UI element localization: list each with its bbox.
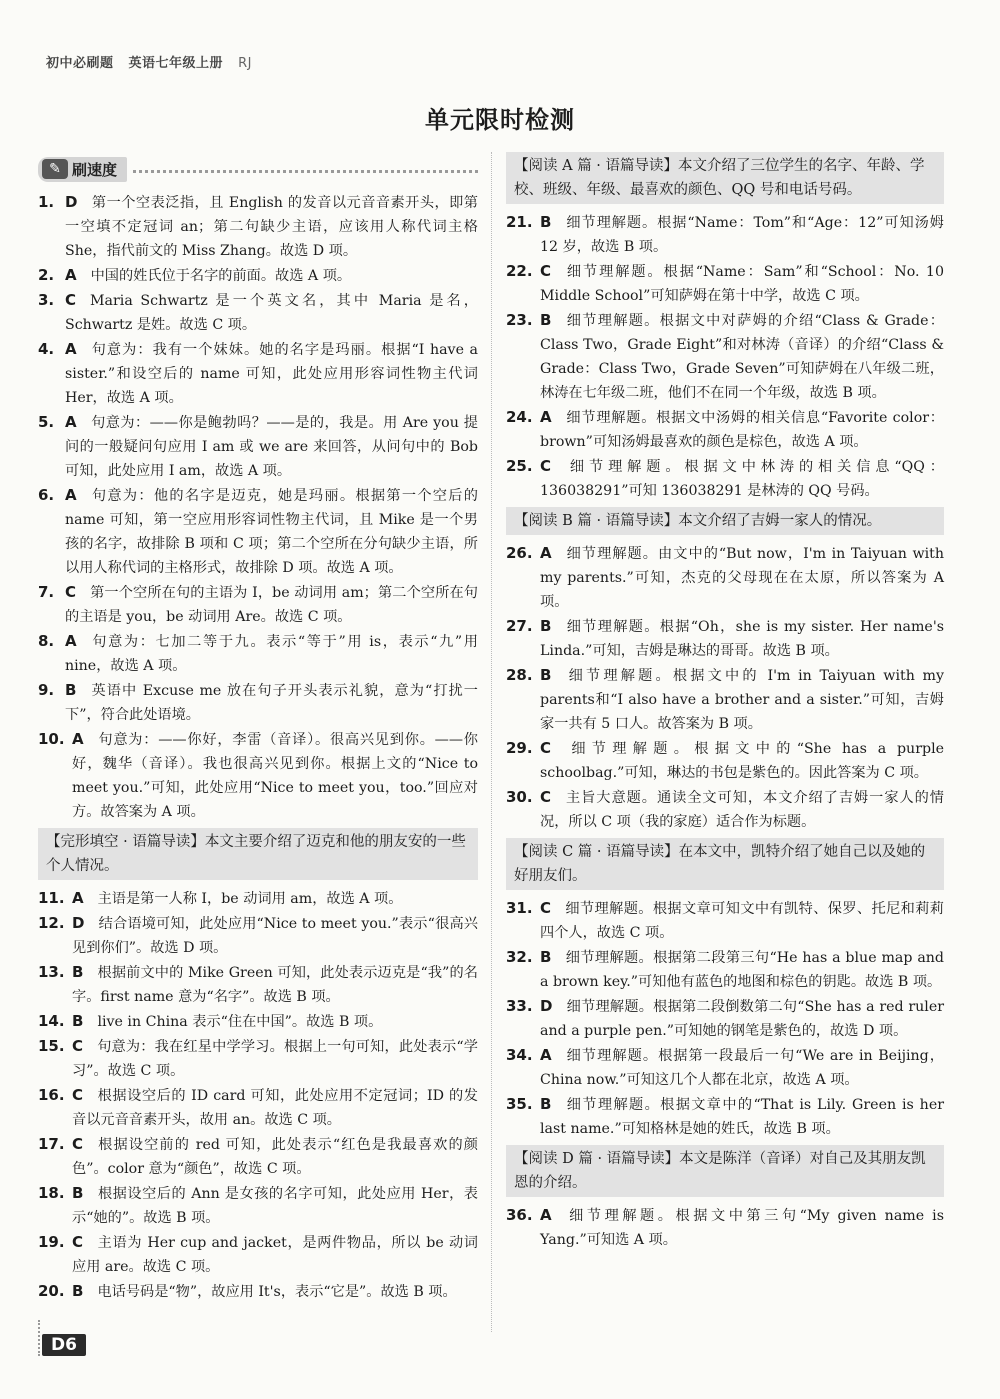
explanation-text: 中国的姓氏位于名字的前面。故选 A 项。 [90,268,352,284]
answer-item [38,1132,478,1181]
explanation-text: 根据设空后的 ID card 可知，此处应用不定冠词；ID 的发音以元音音素开头，故用 an。故选 C 项。 [72,1088,478,1128]
explanation-text: 细节理解题。根据文中对萨姆的介绍“Class & Grade：Class Two，Grade Eight”和对林涛（音译）的介绍“Class & Grade：Class Two，Grade Seven”可知萨姆在八年级二班，林涛在七年级二班，他们不在同一个年级，故选 B 项。 [540,313,944,401]
question-number: 8. [38,632,55,650]
answer-letter: B [72,1282,84,1300]
explanation-text: 句意为：我在红星中学学习。根据上一句可知，此处表示“学习”。故选 C 项。 [72,1039,478,1079]
answer-item [38,1181,478,1230]
question-number: 11. [38,889,65,907]
question-number: 15. [38,1037,65,1055]
answer-letter: C [540,457,552,475]
question-number: 32. [506,948,533,966]
answer-item [506,896,944,945]
answer-letter: B [540,617,552,635]
answer-letter: C [72,1086,84,1104]
answer-letter: C [540,739,552,757]
question-number: 29. [506,739,533,757]
question-number: 4. [38,340,55,358]
page-title: 单元限时检测 [425,106,575,134]
answer-item [38,190,478,263]
question-number: 22. [506,262,533,280]
answer-item [38,1279,478,1304]
answer-letter: A [65,266,77,284]
question-number: 19. [38,1233,65,1251]
answer-letter: C [72,1135,84,1153]
answer-letter: B [65,681,77,699]
answer-letter: A [540,408,552,426]
answer-item [506,736,944,785]
subject-name: 英语七年级上册 [128,56,224,71]
explanation-text: 电话号码是“物”，故应用 It's，表示“它是”。故选 B 项。 [97,1284,457,1300]
explanation-text: 细节理解题。根据第一段最后一句“We are in Beijing，China now.”可知这几个人都在北京，故选 A 项。 [540,1048,944,1088]
question-number: 5. [38,413,55,431]
answer-letter: B [540,948,552,966]
book-icon: ✎ [42,159,68,179]
answer-letter: C [540,262,552,280]
question-number: 35. [506,1095,533,1113]
explanation-text: 主语是第一人称 I，be 动词用 am，故选 A 项。 [97,891,403,907]
explanation-text: 第一个空所在句的主语为 I，be 动词用 am；第二个空所在句的主语是 you，be 动词用 Are。故选 C 项。 [65,585,478,625]
answer-item [506,1092,944,1141]
answer-item [38,410,478,483]
question-number: 13. [38,963,65,981]
explanation-text: 细节理解题。根据“Name：Tom”和“Age：12”可知汤姆 12 岁，故选 B 项。 [540,215,944,255]
question-number: 27. [506,617,533,635]
answer-item [506,663,944,736]
explanation-text: 细节理解题。根据文中第三句“My given name is Yang.”可知选 A 项。 [540,1208,944,1248]
question-number: 34. [506,1046,533,1064]
explanation-text: 细节理解题。根据第二段第三句“He has a blue map and a brown key.”可知他有蓝色的地图和棕色的钥匙。故选 B 项。 [540,950,944,990]
explanation-text: 细节理解题。根据第二段倒数第二句“She has a red ruler and a purple pen.”可知她的钢笔是紫色的，故选 D 项。 [540,999,944,1039]
question-number: 7. [38,583,55,601]
answer-item [506,454,944,503]
answer-letter: B [72,1184,84,1202]
section-label-text: 刷速度 [72,160,118,179]
answer-letter: C [65,291,77,309]
page-number: D6 [42,1334,86,1356]
explanation-text: 主语为 Her cup and jacket，是两件物品，所以 be 动词应用 are。故选 C 项。 [72,1235,478,1275]
answer-item [506,785,944,834]
answer-item [506,945,944,994]
question-number: 16. [38,1086,65,1104]
question-number: 1. [38,193,55,211]
question-number: 12. [38,914,65,932]
passage-guide: 【阅读 D 篇 · 语篇导读】本文是陈洋（音译）对自己及其朋友凯恩的介绍。 [506,1145,944,1197]
answer-letter: B [540,1095,552,1113]
answer-item [506,541,944,614]
answer-item [38,911,478,960]
book-name: 初中必刷题 [46,56,114,71]
answer-item [38,886,478,911]
dotted-rule [133,170,478,173]
answer-item [506,614,944,663]
explanation-text: 主旨大意题。通读全文可知，本文介绍了吉姆一家人的情况，所以 C 项（我的家庭）适合作为标题。 [540,790,944,830]
question-number: 17. [38,1135,65,1153]
question-number: 24. [506,408,533,426]
answer-item [38,727,478,824]
answer-letter: A [65,340,77,358]
explanation-text: 第一个空表泛指，且 English 的发音以元音音素开头，即第一空填不定冠词 an；第二句缺少主语，应该用人称代词主格 She，指代前文的 Miss Zhang。故选 D 项。 [65,195,478,259]
answer-item [38,1009,478,1034]
explanation-text: 细节理解题。根据“Oh，she is my sister. Her name's Linda.”可知，吉姆是琳达的哥哥。故选 B 项。 [540,619,944,659]
answer-letter: C [65,583,77,601]
answer-letter: A [540,544,552,562]
answer-item [506,1203,944,1252]
explanation-text: 细节理解题。根据“Name：Sam”和“School：No. 10 Middle School”可知萨姆在第十中学，故选 C 项。 [540,264,944,304]
question-number: 28. [506,666,533,684]
answer-letter: C [540,899,552,917]
answer-item [38,1034,478,1083]
explanation-text: 根据设空前的 red 可知，此处表示“红色是我最喜欢的颜色”。color 意为“颜色”，故选 C 项。 [72,1137,478,1177]
left-column [38,148,478,1304]
answer-letter: C [72,1233,84,1251]
answer-letter: B [72,963,84,981]
answer-item [38,678,478,727]
answer-letter: A [65,632,77,650]
explanation-text: 细节理解题。根据文中的“She has a purple schoolbag.”可知，琳达的书包是紫色的。因此答案为 C 项。 [540,741,944,781]
explanation-text: Maria Schwartz 是一个英文名，其中 Maria 是名，Schwartz 是姓。故选 C 项。 [65,293,478,333]
answer-letter: B [540,213,552,231]
explanation-text: 句意为：——你好，李雷（音译）。很高兴见到你。——你好，魏华（音译）。我也很高兴见到你。根据上文的“Nice to meet you.”可知，此处应用“Nice to meet you，too.”回应对方。故答案为 A 项。 [72,732,478,820]
edition-label: RJ [238,56,252,71]
explanation-text: 细节理解题。根据文中林涛的相关信息“QQ：136038291”可知 136038291 是林涛的 QQ 号码。 [540,459,944,499]
explanation-text: 句意为：——你是鲍勃吗？——是的，我是。用 Are you 提问的一般疑问句应用 I am 或 we are 来回答，从问句中的 Bob 可知，此处应用 I am，故选 A 项。 [65,415,478,479]
answer-letter: A [540,1046,552,1064]
answer-item [506,405,944,454]
explanation-text: 结合语境可知，此处应用“Nice to meet you.”表示“很高兴见到你们”。故选 D 项。 [72,916,478,956]
question-number: 10. [38,730,65,748]
explanation-text: 细节理解题。根据文中汤姆的相关信息“Favorite color：brown”可知汤姆最喜欢的颜色是棕色，故选 A 项。 [540,410,944,450]
question-number: 18. [38,1184,65,1202]
question-number: 3. [38,291,55,309]
answer-item [506,259,944,308]
question-number: 33. [506,997,533,1015]
answer-letter: C [72,1037,84,1055]
answer-letter: B [540,311,552,329]
question-number: 30. [506,788,533,806]
answer-letter: A [65,413,77,431]
question-number: 6. [38,486,55,504]
explanation-text: 细节理解题。由文中的“But now，I'm in Taiyuan with my parents.”可知，杰克的父母现在在太原，所以答案为 A 项。 [540,546,944,610]
explanation-text: 细节理解题。根据文章可知文中有凯特、保罗、托尼和莉莉四个人，故选 C 项。 [540,901,944,941]
explanation-text: 根据设空后的 Ann 是女孩的名字可知，此处应用 Her，表示“她的”。故选 B 项。 [72,1186,478,1226]
passage-guide: 【完形填空 · 语篇导读】本文主要介绍了迈克和他的朋友安的一些个人情况。 [38,828,478,880]
right-column [506,148,944,1252]
answer-item [38,580,478,629]
passage-guide: 【阅读 A 篇 · 语篇导读】本文介绍了三位学生的名字、年龄、学校、班级、年级、最喜欢的颜色、QQ 号和电话号码。 [506,152,944,204]
answer-item [38,263,478,288]
question-number: 14. [38,1012,65,1030]
answer-letter: D [72,914,85,932]
answer-item [38,337,478,410]
answer-letter: A [540,1206,552,1224]
answer-item [38,1083,478,1132]
explanation-text: 句意为：七加二等于九。表示“等于”用 is，表示“九”用 nine，故选 A 项。 [65,634,478,674]
explanation-text: 细节理解题。根据文章中的“That is Lily. Green is her last name.”可知格林是她的姓氏，故选 B 项。 [540,1097,944,1137]
explanation-text: 句意为：我有一个妹妹。她的名字是玛丽。根据“I have a sister.”和设空后的 name 可知，此处应用形容词性物主代词 Her，故选 A 项。 [65,342,478,406]
question-number: 23. [506,311,533,329]
section-badge [38,157,127,182]
answer-item [38,629,478,678]
column-divider [491,152,492,1332]
answer-letter: D [65,193,78,211]
answer-letter: D [540,997,553,1015]
passage-guide: 【阅读 C 篇 · 语篇导读】在本文中，凯特介绍了她自己以及她的好朋友们。 [506,838,944,890]
answer-item [38,288,478,337]
section-label [38,148,478,190]
answer-letter: B [540,666,552,684]
question-number: 36. [506,1206,533,1224]
explanation-text: 英语中 Excuse me 放在句子开头表示礼貌，意为“打扰一下”，符合此处语境。 [65,683,478,723]
answer-item [506,994,944,1043]
answer-item [38,1230,478,1279]
answer-item [506,308,944,405]
answer-item [506,1043,944,1092]
question-number: 2. [38,266,55,284]
passage-guide: 【阅读 B 篇 · 语篇导读】本文介绍了吉姆一家人的情况。 [506,507,944,535]
answer-letter: A [72,889,84,907]
explanation-text: 句意为：他的名字是迈克，她是玛丽。根据第一个空后的 name 可知，第一空应用形容词性物主代词，且 Mike 是一个男孩的名字，故排除 B 项和 C 项；第二个空所在分句缺少主语，所以用人称代词的主格形式，故排除 D 项。故选 A 项。 [65,488,478,576]
explanation-text: 细节理解题。根据文中的 I'm in Taiyuan with my parents和“I also have a brother and a sister.”可知，吉姆家一共有 5 口人。故答案为 B 项。 [540,668,944,732]
explanation-text: 根据前文中的 Mike Green 可知，此处表示迈克是“我”的名字。first name 意为“名字”。故选 B 项。 [72,965,478,1005]
question-number: 9. [38,681,55,699]
question-number: 31. [506,899,533,917]
answer-letter: C [540,788,552,806]
question-number: 25. [506,457,533,475]
explanation-text: live in China 表示“住在中国”。故选 B 项。 [97,1014,383,1030]
question-number: 26. [506,544,533,562]
answer-letter: A [65,486,77,504]
answer-letter: A [72,730,84,748]
question-number: 20. [38,1282,65,1300]
answer-letter: B [72,1012,84,1030]
answer-item [38,483,478,580]
question-number: 21. [506,213,533,231]
answer-item [38,960,478,1009]
answer-item [506,210,944,259]
running-header [46,52,262,71]
